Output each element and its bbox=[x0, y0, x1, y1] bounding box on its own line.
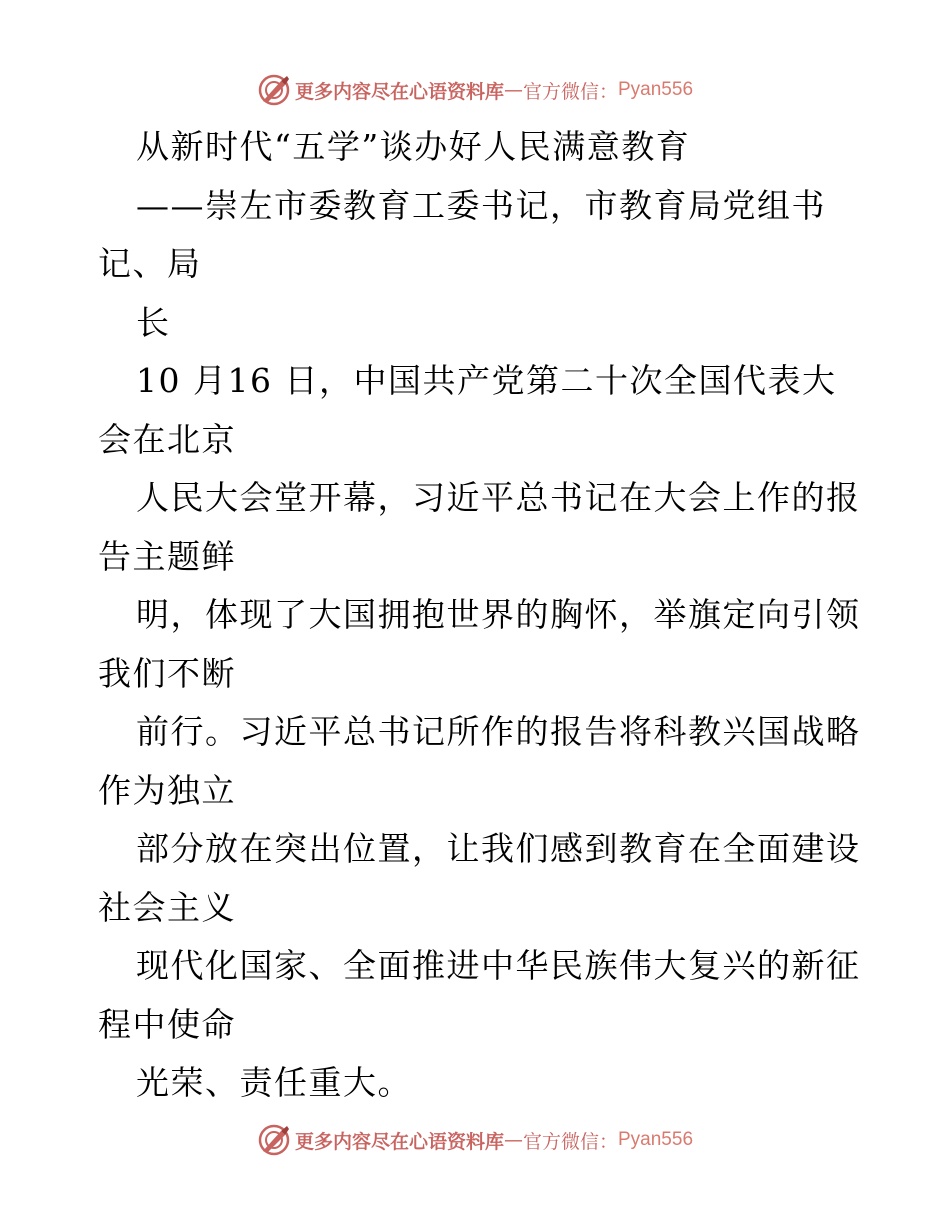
header-watermark bbox=[0, 70, 950, 110]
text-line: 作为独立 bbox=[98, 770, 236, 810]
watermark-wechat-label: 官方微信： bbox=[522, 80, 618, 103]
footer-watermark bbox=[0, 1120, 950, 1160]
text-line: 长 bbox=[136, 302, 171, 342]
text-line: 我们不断 bbox=[98, 653, 236, 693]
text-line: 部分放在突出位置，让我们感到教育在全面建设 bbox=[136, 829, 861, 868]
text-line: 现代化国家、全面推进中华民族伟大复兴的新征 bbox=[136, 946, 861, 985]
text-line: 明，体现了大国拥抱世界的胸怀，举旗定向引领 bbox=[136, 595, 861, 634]
watermark-wechat-id: Pyan556 bbox=[618, 79, 694, 100]
text-line: 程中使命 bbox=[98, 1004, 236, 1044]
watermark-wechat-label: 官方微信： bbox=[522, 1130, 618, 1153]
text-line: 人民大会堂开幕，习近平总书记在大会上作的报 bbox=[136, 478, 861, 517]
text-line: 社会主义 bbox=[98, 887, 236, 927]
watermark-dash: — bbox=[503, 1129, 523, 1151]
text-line: 记、局 bbox=[98, 244, 202, 283]
watermark-wechat-id: Pyan556 bbox=[618, 1129, 694, 1150]
text-line: ——崇左市委教育工委书记，市教育局党组书 bbox=[136, 185, 826, 225]
text-line: 告主题鲜 bbox=[98, 536, 236, 576]
text-line: 光荣、责任重大。 bbox=[136, 1063, 412, 1102]
pen-logo-icon bbox=[257, 73, 291, 107]
pen-logo-icon bbox=[257, 1123, 291, 1157]
text-line: 前行。习近平总书记所作的报告将科教兴国战略 bbox=[136, 712, 861, 751]
text-line: 10 月16 日，中国共产党第二十次全国代表大 bbox=[136, 361, 837, 400]
text-line: 从新时代“五学”谈办好人民满意教育 bbox=[136, 127, 691, 166]
watermark-main-text: 更多内容尽在心语资料库 bbox=[294, 80, 504, 103]
watermark-dash: — bbox=[503, 79, 523, 101]
watermark-main-text: 更多内容尽在心语资料库 bbox=[294, 1130, 504, 1153]
document-body bbox=[98, 118, 861, 1113]
text-line: 会在北京 bbox=[98, 419, 236, 459]
